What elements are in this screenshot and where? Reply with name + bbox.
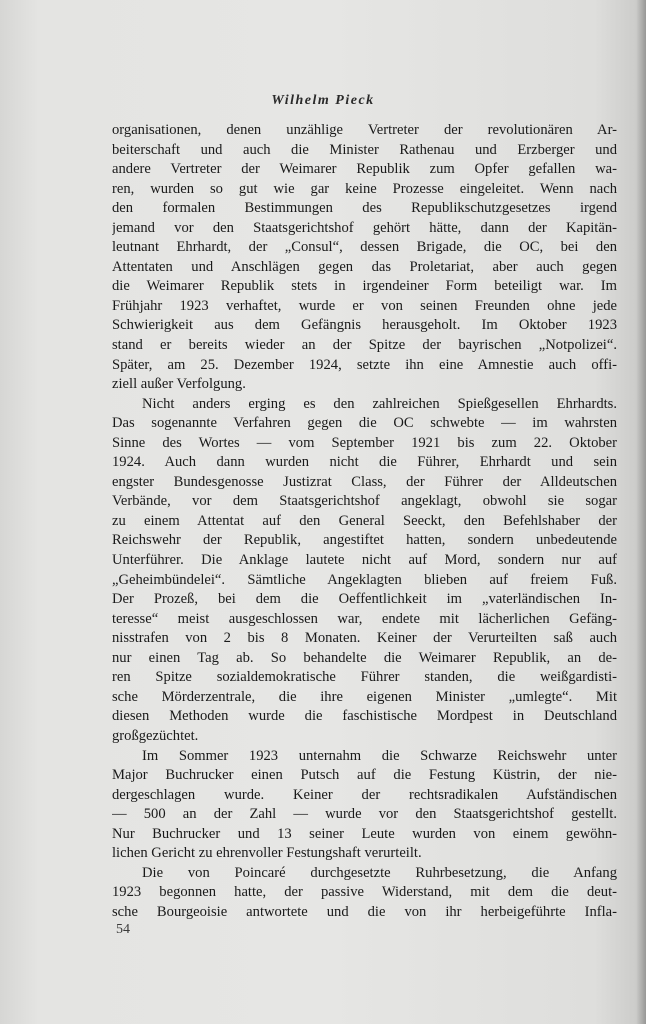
text-line: zu einem Attentat auf den General Seeckt, den Befehlshaber der	[112, 512, 617, 529]
text-line: teresse“ meist ausgeschlossen war, endete mit lächerlichen Gefäng-	[112, 610, 617, 627]
text-line: ren Spitze sozialdemokratische Führer standen, die weißgardisti-	[112, 669, 617, 686]
text-line: Unterführer. Die Anklage lautete nicht auf Mord, sondern nur auf	[112, 552, 617, 569]
text-line: stand er bereits wieder an der Spitze der bayrischen „Notpolizei“.	[112, 337, 617, 354]
text-line: dergeschlagen wurde. Keiner der rechtsradikalen Aufständischen	[112, 786, 617, 803]
text-line: Nur Buchrucker und 13 seiner Leute wurden von einem gewöhn-	[112, 825, 617, 842]
text-line: jemand vor den Staatsgerichtshof gehört hätte, dann der Kapitän-	[112, 219, 617, 236]
text-line: Sinne des Wortes — vom September 1921 bis zum 22. Oktober	[112, 434, 617, 451]
text-line: — 500 an der Zahl — wurde vor den Staatsgerichtshof gestellt.	[112, 806, 617, 823]
text-line: sche Bourgeoisie antwortete und die von ihr herbeigeführte Infla-	[112, 903, 617, 920]
text-line: Verbände, vor dem Staatsgerichtshof angeklagt, obwohl sie sogar	[112, 493, 617, 510]
text-line: ren, wurden so gut wie gar keine Prozesse eingeleitet. Wenn nach	[112, 180, 617, 197]
text-line: sche Mörderzentrale, die ihre eigenen Minister „umlegte“. Mit	[112, 688, 617, 705]
text-line: ziell außer Verfolgung.	[112, 376, 246, 393]
text-line: Reichswehr der Republik, angestiftet hatten, sondern unbedeutende	[112, 532, 617, 549]
text-line: Das sogenannte Verfahren gegen die OC schwebte — im wahrsten	[112, 415, 617, 432]
text-line: diesen Methoden wurde die faschistische Mordpest in Deutschland	[112, 708, 617, 725]
text-line: 1923 begonnen hatte, der passive Widerstand, mit dem die deut-	[112, 884, 617, 901]
text-line: lichen Gericht zu ehrenvoller Festungshaft verurteilt.	[112, 845, 422, 862]
text-line: „Geheimbündelei“. Sämtliche Angeklagten blieben auf freiem Fuß.	[112, 571, 617, 588]
text-line: nisstrafen von 2 bis 8 Monaten. Keiner der Verurteilten saß auch	[112, 630, 617, 647]
text-line: leutnant Ehrhardt, der „Consul“, dessen Brigade, die OC, bei den	[112, 239, 617, 256]
text-line: andere Vertreter der Weimarer Republik zum Opfer gefallen wa-	[112, 161, 617, 178]
running-head: Wilhelm Pieck	[271, 93, 375, 108]
text-line: Schwierigkeit aus dem Gefängnis herausgeholt. Im Oktober 1923	[112, 317, 617, 334]
text-line: nur einen Tag ab. So behandelte die Weimarer Republik, an de-	[112, 649, 617, 666]
text-line: Der Prozeß, bei dem die Oeffentlichkeit im „vaterländischen In-	[112, 591, 617, 608]
text-line: die Weimarer Republik stets in irgendeiner Form beteiligt war. Im	[112, 278, 617, 295]
text-line: Die von Poincaré durchgesetzte Ruhrbesetzung, die Anfang	[142, 864, 617, 881]
text-line: den formalen Bestimmungen des Republikschutzgesetzes irgend	[112, 200, 617, 217]
text-line: Major Buchrucker einen Putsch auf die Festung Küstrin, der nie-	[112, 767, 617, 784]
text-line: engster Bundesgenosse Justizrat Class, der Führer der Alldeutschen	[112, 473, 617, 490]
text-line: Im Sommer 1923 unternahm die Schwarze Reichswehr unter	[142, 747, 617, 764]
text-line: 1924. Auch dann wurden nicht die Führer, Ehrhardt und sein	[112, 454, 617, 471]
text-line: beiterschaft und auch die Minister Rathenau und Erzberger und	[112, 141, 617, 158]
text-line: Nicht anders erging es den zahlreichen Spießgesellen Ehrhardts.	[142, 395, 617, 412]
page-edge-shadow	[636, 0, 646, 1024]
page-number: 54	[116, 922, 130, 937]
text-line: organisationen, denen unzählige Vertreter der revolutionären Ar-	[112, 122, 617, 138]
body-text	[112, 121, 617, 922]
text-line: Attentaten und Anschlägen gegen das Proletariat, aber auch gegen	[112, 258, 617, 275]
text-line: Frühjahr 1923 verhaftet, wurde er von seinen Freunden ohne jede	[112, 297, 617, 314]
text-line: großgezüchtet.	[112, 727, 199, 744]
text-line: Später, am 25. Dezember 1924, setzte ihn eine Amnestie auch offi-	[112, 356, 617, 373]
